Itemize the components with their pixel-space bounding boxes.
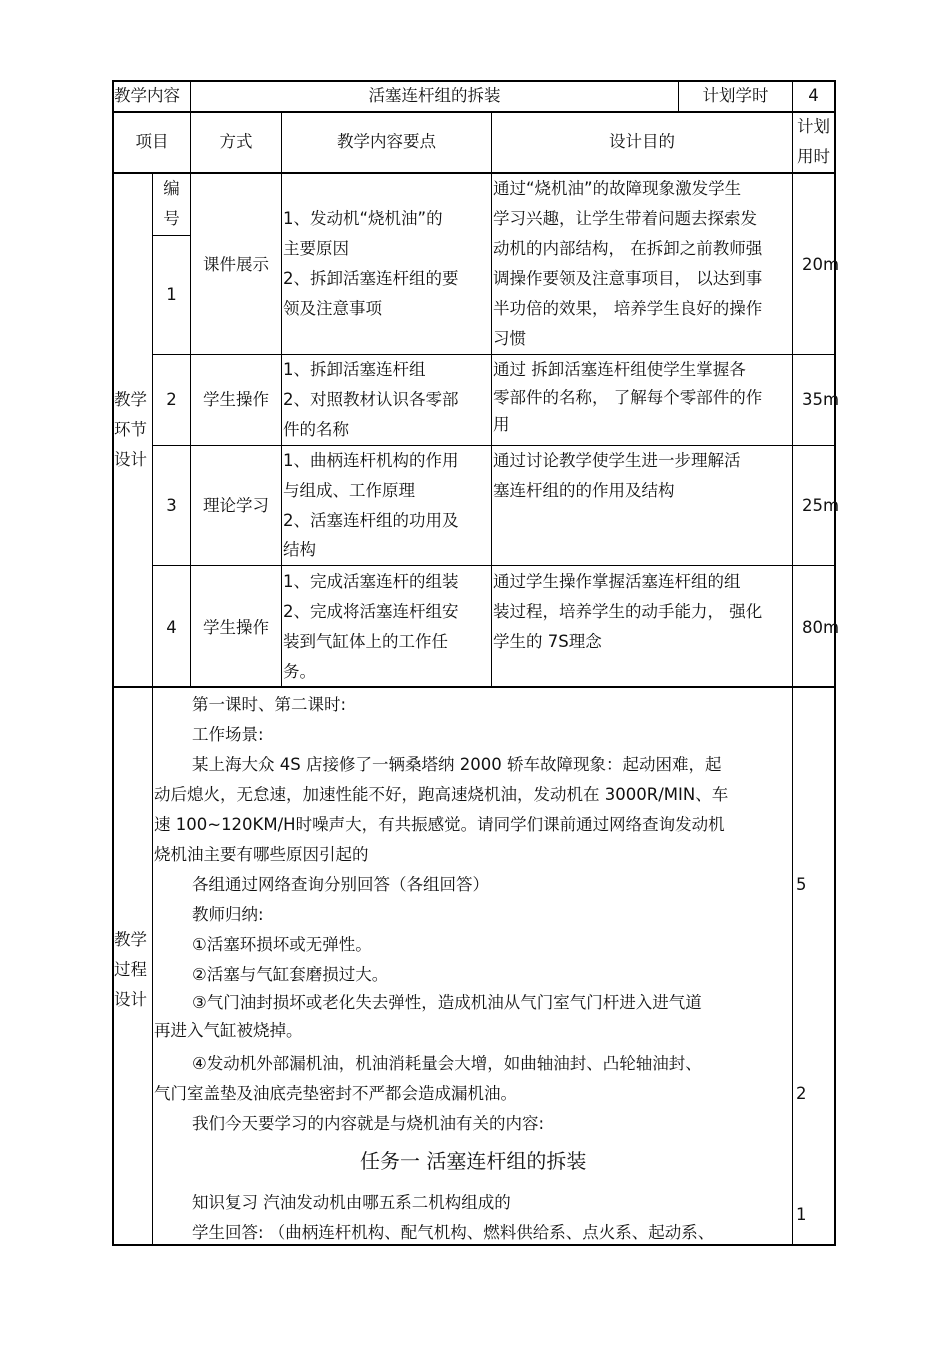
- row3-time: 25m: [802, 496, 840, 515]
- label-planned-hours: 计划学时: [702, 86, 769, 105]
- row4-points-line1: 1、完成活塞连杆的组装: [283, 572, 459, 591]
- col-points: 教学内容要点: [337, 132, 436, 151]
- rule-header-bottom: [112, 111, 836, 113]
- row2-purpose-line3: 用: [493, 415, 510, 434]
- row1-no: 1: [166, 285, 177, 304]
- body-line-11: ③气门油封损坏或老化失去弹性，造成机油从气门室气门杆进入进气道: [192, 993, 702, 1012]
- col-method: 方式: [219, 132, 253, 151]
- rule-points-right: [491, 111, 492, 687]
- body-line-4: 动后熄火，无怠速，加速性能不好，跑高速烧机油，发动机在 3000R/MIN、车: [154, 785, 729, 804]
- body-line-7: 各组通过网络查询分别回答（各组回答）: [192, 875, 489, 894]
- row4-method: 学生操作: [203, 618, 269, 637]
- row4-points-line2: 2、完成将活塞连杆组安: [283, 602, 459, 621]
- row1-purpose-line2: 学习兴趣，让学生带着问题去探索发: [493, 209, 757, 228]
- row1-points-line3: 2、拆卸活塞连杆组的要: [283, 269, 459, 288]
- row4-purpose-line2: 装过程，培养学生的动手能力， 强化: [493, 602, 763, 621]
- time-mark-1: 5: [796, 875, 807, 894]
- rule-section1-bottom: [112, 686, 836, 688]
- no-label-line2: 号: [163, 209, 180, 228]
- body-line-8: 教师归纳:: [192, 905, 264, 924]
- row2-purpose-line1: 通过 拆卸活塞连杆组使学生掌握各: [493, 360, 746, 379]
- rule-left: [112, 80, 114, 1246]
- row2-purpose-line2: 零部件的名称， 了解每个零部件的作: [493, 388, 763, 407]
- body-line-6: 烧机油主要有哪些原因引起的: [154, 845, 369, 864]
- body-line-15: 我们今天要学习的内容就是与烧机油有关的内容:: [192, 1114, 545, 1133]
- row1-points-line2: 主要原因: [283, 239, 349, 258]
- knowledge-review: 知识复习 汽油发动机由哪五系二机构组成的: [192, 1193, 511, 1212]
- body-line-1: 第一课时、第二课时:: [192, 695, 347, 714]
- section1-label-line2: 环节: [114, 420, 147, 439]
- col-item: 项目: [135, 132, 169, 151]
- body-line-10: ②活塞与气缸套磨损过大。: [192, 965, 389, 984]
- row3-no: 3: [166, 496, 177, 515]
- row2-no: 2: [166, 390, 177, 409]
- planned-hours-value: 4: [808, 86, 819, 105]
- row1-purpose-line5: 半功倍的效果， 培养学生良好的操作: [493, 299, 763, 318]
- no-label-line1: 编: [163, 179, 180, 198]
- body-line-13: ④发动机外部漏机油，机油消耗量会大增，如曲轴油封、凸轮轴油封、: [192, 1054, 702, 1073]
- row4-purpose-line1: 通过学生操作掌握活塞连杆组的组: [493, 572, 741, 591]
- section2-label-line1: 教学: [114, 930, 147, 949]
- rule-time-divider: [792, 80, 793, 1246]
- time-mark-2: 2: [796, 1084, 807, 1103]
- section1-label-line3: 设计: [114, 450, 147, 469]
- row2-time: 35m: [802, 390, 840, 409]
- row3-purpose-line1: 通过讨论教学使学生进一步理解活: [493, 451, 741, 470]
- section2-label-line3: 设计: [114, 990, 147, 1009]
- label-teaching-content: 教学内容: [114, 86, 180, 105]
- row1-purpose-line1: 通过“烧机油”的故障现象激发学生: [493, 179, 742, 198]
- body-line-3: 某上海大众 4S 店接修了一辆桑塔纳 2000 轿车故障现象：起动困难，起: [192, 755, 722, 774]
- row1-points-line4: 领及注意事项: [283, 299, 382, 318]
- row2-points-line1: 1、拆卸活塞连杆组: [283, 360, 426, 379]
- rule-method-right: [281, 111, 282, 687]
- student-answer: 学生回答: （曲柄连杆机构、配气机构、燃料供给系、点火系、起动系、: [192, 1223, 715, 1242]
- body-line-9: ①活塞环损坏或无弹性。: [192, 935, 372, 954]
- row4-no: 4: [166, 618, 177, 637]
- row3-points-line4: 结构: [283, 540, 316, 559]
- rule-row3-bottom: [152, 565, 836, 566]
- row3-points-line3: 2、活塞连杆组的功用及: [283, 511, 459, 530]
- row4-purpose-line3: 学生的 7S理念: [493, 632, 602, 651]
- row4-time: 80m: [802, 618, 840, 637]
- row1-purpose-line4: 调操作要领及注意事项目， 以达到事: [493, 269, 763, 288]
- row1-points-line1: 1、发动机“烧机油”的: [283, 209, 443, 228]
- col-time-line1: 计划: [797, 117, 830, 136]
- row3-points-line2: 与组成、工作原理: [283, 481, 415, 500]
- content-title: 活塞连杆组的拆装: [368, 86, 501, 105]
- row1-method: 课件展示: [203, 255, 269, 274]
- rule-no-label-bottom: [152, 235, 191, 236]
- section1-label-line1: 教学: [114, 390, 147, 409]
- row1-purpose-line6: 习惯: [493, 329, 526, 348]
- row4-points-line4: 务。: [283, 662, 316, 681]
- body-line-14: 气门室盖垫及油底壳垫密封不严都会造成漏机油。: [154, 1084, 517, 1103]
- rule-item-divider: [152, 172, 153, 1246]
- row1-time: 20m: [802, 255, 840, 274]
- time-mark-3: 1: [796, 1205, 807, 1224]
- row3-purpose-line2: 塞连杆组的的作用及结构: [493, 481, 675, 500]
- row3-points-line1: 1、曲柄连杆机构的作用: [283, 451, 459, 470]
- row4-points-line3: 装到气缸体上的工作任: [283, 632, 448, 651]
- row1-purpose-line3: 动机的内部结构， 在拆卸之前教师强: [493, 239, 763, 258]
- body-line-12: 再进入气缸被烧掉。: [154, 1021, 303, 1040]
- row2-points-line2: 2、对照教材认识各零部: [283, 390, 459, 409]
- row2-method: 学生操作: [203, 390, 269, 409]
- body-line-2: 工作场景:: [192, 725, 264, 744]
- col-time-line2: 用时: [797, 147, 830, 166]
- section2-label-line2: 过程: [114, 960, 147, 979]
- row2-points-line3: 件的名称: [283, 420, 349, 439]
- col-purpose: 设计目的: [609, 132, 675, 151]
- body-line-5: 速 100~120KM/H时噪声大，有共振感觉。请同学们课前通过网络查询发动机: [154, 815, 725, 834]
- row3-method: 理论学习: [203, 496, 269, 515]
- task-title: 任务一 活塞连杆组的拆装: [360, 1149, 587, 1173]
